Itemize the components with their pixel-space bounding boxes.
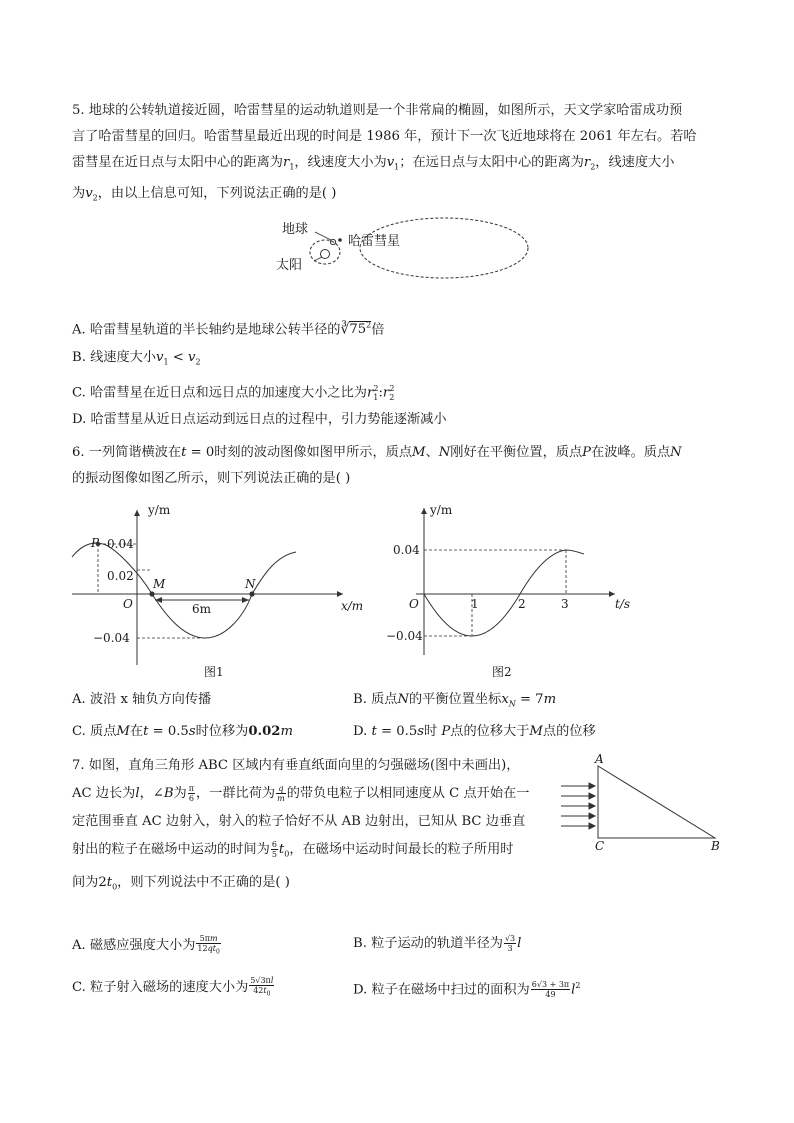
q7-line-2: AC 边长为l，∠B为 $\frac{\pi}{6}$ ，一群比荷为 $\frac{q}{m}$ 的带负电粒子以相同速度从 C 点开始在一 xyxy=(72,784,530,803)
q6-stem xyxy=(72,440,724,492)
q5-option-c: C. 哈雷彗星在近日点和远日点的加速度大小之比为$r_1^2:r_2^2$ xyxy=(72,384,395,403)
fig1-origin: O xyxy=(123,597,133,611)
q5-option-b: B. 线速度大小$v_1 < v_2$ xyxy=(72,350,201,367)
q7-option-b: B. 粒子运动的轨道半径为 $\frac{√3}{3}$ l xyxy=(353,934,522,953)
fig1-tick-002: 0.02 xyxy=(107,569,134,583)
vertex-c: C xyxy=(595,839,605,852)
fig2-xlabel: t/s xyxy=(615,597,631,611)
label-sun: 太阳 xyxy=(276,258,303,273)
q7-line-1: 7. 如图，直角三角形 ABC 区域内有垂直纸面向里的匀强磁场(图中未画出)， xyxy=(72,758,520,773)
q5-option-a: A. 哈雷彗星轨道的半长轴约是地球公转半径的$∛75^2$倍 xyxy=(72,321,385,338)
incident-particle-arrows xyxy=(561,783,595,829)
label-earth: 地球 xyxy=(282,222,309,237)
vertex-a: A xyxy=(595,752,604,766)
fig2-tick-004: 0.04 xyxy=(393,543,420,557)
fig2-ylabel: y/m xyxy=(430,503,453,517)
q6-figure-2-vibration xyxy=(380,500,650,685)
q6-figure-1-wave xyxy=(60,500,380,685)
triangle-abc xyxy=(598,766,715,838)
q7-option-a: A. 磁感应强度大小为 $\frac{5\pi m}{12qt_0}$ xyxy=(72,934,220,956)
fig1-label-m: M xyxy=(153,577,166,591)
fig1-label-n: N xyxy=(245,577,256,591)
q5-line-1: 5. 地球的公转轨道接近圆，哈雷彗星的运动轨道则是一个非常扁的椭圆，如图所示，天文学家哈雷成功预 xyxy=(72,103,683,118)
fig1-tick-neg004: −0.04 xyxy=(93,631,130,645)
q5-option-d: D. 哈雷彗星从近日点运动到远日点的过程中，引力势能逐渐减小 xyxy=(72,412,447,427)
q6-line-2: 的振动图像如图乙所示，则下列说法正确的是( ) xyxy=(72,471,351,486)
q6-option-a: A. 波沿 x 轴负方向传播 xyxy=(72,692,212,707)
fig1-tick-004: 0.04 xyxy=(107,537,134,551)
fig1-distance-label: 6m xyxy=(192,602,212,616)
point-n xyxy=(249,591,254,596)
comet-icon xyxy=(338,238,342,242)
q7-line-3: 定范围垂直 AC 边射入，射入的粒子恰好不从 AB 边射出，已知从 BC 边垂直 xyxy=(72,814,526,829)
q5-line-3: 雷彗星在近日点与太阳中心的距离为$r_1$，线速度大小为$v_1$；在远日点与太阳中心的距离为$r_2$，线速度大小 xyxy=(72,155,675,172)
q6-option-d: D. t = 0.5s时 P点的位移大于M点的位移 xyxy=(353,724,596,739)
fig1-ylabel: y/m xyxy=(148,503,171,517)
q6-option-b: B. 质点N的平衡位置坐标$x_N = 7m$ xyxy=(353,692,557,709)
q7-line-5: 间为$2t_0$，则下列说法中不正确的是( ) xyxy=(72,874,290,892)
fig2-caption: 图2 xyxy=(492,665,512,679)
q6-line-1: 6. 一列简谐横波在t = 0时刻的波动图像如图甲所示，质点M、N刚好在平衡位置，质点P在波峰。质点N xyxy=(72,445,682,460)
q6-option-c: C. 质点M在t = 0.5s时位移为0.02m xyxy=(72,724,293,739)
q5-orbit-figure xyxy=(270,212,530,290)
vibration-curve xyxy=(424,550,584,636)
fig1-label-p: P xyxy=(91,536,100,550)
fig1-xlabel: x/m xyxy=(341,599,364,613)
q7-stem xyxy=(72,752,552,901)
fig2-origin: O xyxy=(409,597,419,611)
wave-curve xyxy=(72,543,296,638)
fig2-tick-3: 3 xyxy=(561,597,569,611)
q7-triangle-figure xyxy=(555,752,730,852)
fig2-tick-2: 2 xyxy=(518,597,526,611)
vertex-b: B xyxy=(711,839,720,852)
q5-line-4: 为$v_2$，由以上信息可知，下列说法正确的是( ) xyxy=(72,185,337,203)
q7-line-4: 射出的粒子在磁场中运动的时间为 $\frac{6}{5}$ $t_0$，在磁场中运动时间最长的粒子所用时 xyxy=(72,840,514,859)
q7-option-c: C. 粒子射入磁场的速度大小为 $\frac{5√3\pi l}{42t_0}$ xyxy=(72,976,274,998)
fig2-tick-1: 1 xyxy=(471,597,479,611)
fig2-tick-neg004: −0.04 xyxy=(386,629,423,643)
q7-option-d: D. 粒子在磁场中扫过的面积为 $\frac{6√3 + 3\pi}{49}$ $l^2$ xyxy=(353,980,581,1000)
q5-line-2: 言了哈雷彗星的回归。哈雷彗星最近出现的时间是 1986 年，预计下一次飞近地球将在 2061 年左右。若哈 xyxy=(72,129,697,144)
q5-stem xyxy=(72,98,724,211)
label-comet: 哈雷彗星 xyxy=(348,234,401,249)
fig1-caption: 图1 xyxy=(204,665,224,679)
point-m xyxy=(149,591,154,596)
